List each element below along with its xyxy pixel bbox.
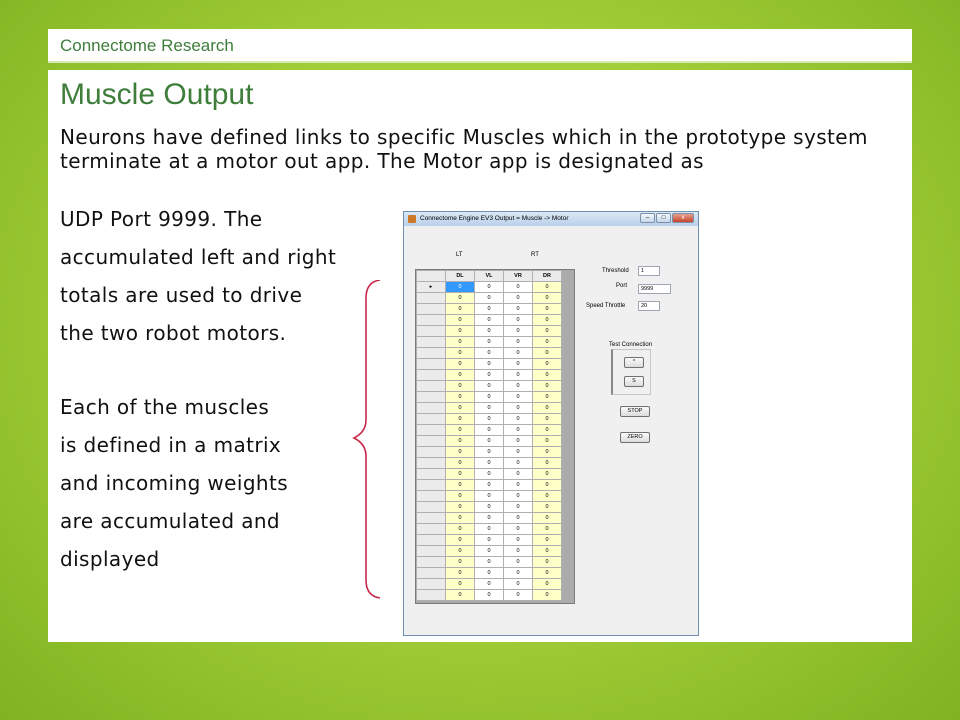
- grid-cell-dl[interactable]: 0: [446, 381, 475, 392]
- grid-cell-dl[interactable]: 0: [446, 293, 475, 304]
- grid-cell-dr[interactable]: 0: [533, 315, 562, 326]
- text-line: the two robot motors.: [60, 321, 287, 345]
- row-header[interactable]: [417, 425, 446, 436]
- grid-cell-dr[interactable]: 0: [533, 436, 562, 447]
- grid-cell-dr[interactable]: 0: [533, 447, 562, 458]
- table-row[interactable]: [417, 403, 562, 414]
- grid-cell-dr[interactable]: 0: [533, 337, 562, 348]
- grid-cell-vr[interactable]: 0: [504, 304, 533, 315]
- grid-cell-dl[interactable]: 0: [446, 546, 475, 557]
- grid-cell-vr[interactable]: 0: [504, 557, 533, 568]
- maximize-button[interactable]: □: [656, 213, 671, 223]
- grid-cell-dr[interactable]: 0: [533, 304, 562, 315]
- curly-bracket: [350, 280, 384, 600]
- text-line: is defined in a matrix: [60, 433, 282, 457]
- grid-cell-vl[interactable]: 0: [475, 546, 504, 557]
- table-row[interactable]: [417, 491, 562, 502]
- muscle-matrix-grid[interactable]: [415, 269, 575, 604]
- row-header[interactable]: [417, 524, 446, 535]
- grid-cell-dl[interactable]: 0: [446, 326, 475, 337]
- grid-cell-dl[interactable]: 0: [446, 359, 475, 370]
- grid-cell-vl[interactable]: 0: [475, 513, 504, 524]
- table-row[interactable]: [417, 381, 562, 392]
- table-row[interactable]: [417, 348, 562, 359]
- grid-cell-dr[interactable]: 0: [533, 370, 562, 381]
- table-row[interactable]: [417, 590, 562, 601]
- grid-cell-dl[interactable]: 0: [446, 513, 475, 524]
- grid-cell-dl[interactable]: 0: [446, 348, 475, 359]
- grid-cell-dr[interactable]: 0: [533, 403, 562, 414]
- grid-cell-dl[interactable]: 0: [446, 282, 475, 293]
- grid-cell-dr[interactable]: 0: [533, 557, 562, 568]
- stop-button[interactable]: STOP: [620, 406, 650, 417]
- row-header[interactable]: [417, 502, 446, 513]
- paragraph-udp: [60, 200, 380, 352]
- grid-cell-vr[interactable]: 0: [504, 282, 533, 293]
- rt-label: RT: [531, 252, 539, 258]
- grid-cell-vr[interactable]: 0: [504, 590, 533, 601]
- column-header-dl[interactable]: DL: [446, 271, 475, 282]
- grid-cell-vl[interactable]: 0: [475, 579, 504, 590]
- row-header[interactable]: [417, 491, 446, 502]
- row-header[interactable]: [417, 480, 446, 491]
- row-header[interactable]: ▸: [417, 282, 446, 293]
- grid-cell-dl[interactable]: 0: [446, 337, 475, 348]
- grid-cell-dr[interactable]: 0: [533, 491, 562, 502]
- grid-cell-dr[interactable]: 0: [533, 502, 562, 513]
- port-label: Port: [616, 283, 628, 289]
- grid-cell-dr[interactable]: 0: [533, 524, 562, 535]
- grid-cell-dl[interactable]: 0: [446, 392, 475, 403]
- test-connection-label: Test Connection: [609, 342, 653, 348]
- text-line: and incoming weights: [60, 471, 289, 495]
- column-header-vl[interactable]: VL: [475, 271, 504, 282]
- grid-cell-vl[interactable]: 0: [475, 337, 504, 348]
- grid-cell-vr[interactable]: 0: [504, 381, 533, 392]
- table-row[interactable]: [417, 414, 562, 425]
- row-header[interactable]: [417, 458, 446, 469]
- grid-cell-vr[interactable]: 0: [504, 436, 533, 447]
- grid-cell-vl[interactable]: 0: [475, 557, 504, 568]
- grid-cell-vr[interactable]: 0: [504, 469, 533, 480]
- table-row[interactable]: [417, 579, 562, 590]
- table-row[interactable]: [417, 480, 562, 491]
- row-header[interactable]: [417, 579, 446, 590]
- grid-cell-vr[interactable]: 0: [504, 414, 533, 425]
- grid-cell-dl[interactable]: 0: [446, 491, 475, 502]
- table-row[interactable]: [417, 315, 562, 326]
- row-header[interactable]: [417, 337, 446, 348]
- table-row[interactable]: [417, 425, 562, 436]
- row-header[interactable]: [417, 326, 446, 337]
- row-header[interactable]: [417, 381, 446, 392]
- grid-cell-dr[interactable]: 0: [533, 414, 562, 425]
- grid-cell-vr[interactable]: 0: [504, 513, 533, 524]
- grid-cell-dl[interactable]: 0: [446, 425, 475, 436]
- app-icon: [408, 215, 416, 223]
- row-header[interactable]: [417, 568, 446, 579]
- row-header[interactable]: [417, 513, 446, 524]
- row-header[interactable]: [417, 414, 446, 425]
- grid-cell-vr[interactable]: 0: [504, 403, 533, 414]
- grid-cell-vl[interactable]: 0: [475, 568, 504, 579]
- table-row[interactable]: [417, 370, 562, 381]
- threshold-label: Threshold: [602, 268, 629, 274]
- table-row[interactable]: [417, 458, 562, 469]
- table-row[interactable]: [417, 359, 562, 370]
- table-row[interactable]: [417, 524, 562, 535]
- grid-cell-vl[interactable]: 0: [475, 491, 504, 502]
- grid-cell-dr[interactable]: 0: [533, 458, 562, 469]
- grid-cell-vl[interactable]: 0: [475, 502, 504, 513]
- grid-cell-dr[interactable]: 0: [533, 535, 562, 546]
- grid-cell-vr[interactable]: 0: [504, 293, 533, 304]
- grid-cell-dr[interactable]: 0: [533, 568, 562, 579]
- grid-cell-dl[interactable]: 0: [446, 480, 475, 491]
- grid-cell-dr[interactable]: 0: [533, 513, 562, 524]
- grid-cell-vl[interactable]: 0: [475, 535, 504, 546]
- table-row[interactable]: [417, 469, 562, 480]
- grid-cell-dl[interactable]: 0: [446, 557, 475, 568]
- grid-cell-vl[interactable]: 0: [475, 480, 504, 491]
- grid-cell-vr[interactable]: 0: [504, 458, 533, 469]
- grid-cell-dl[interactable]: 0: [446, 370, 475, 381]
- grid-cell-vr[interactable]: 0: [504, 568, 533, 579]
- header-title: Connectome Research: [60, 36, 234, 55]
- table-row[interactable]: [417, 282, 562, 293]
- row-header[interactable]: [417, 535, 446, 546]
- grid-cell-vr[interactable]: 0: [504, 447, 533, 458]
- muscle-table: [416, 270, 562, 601]
- grid-cell-dl[interactable]: 0: [446, 469, 475, 480]
- table-row[interactable]: [417, 326, 562, 337]
- text-line: totals are used to drive: [60, 283, 303, 307]
- table-row[interactable]: [417, 304, 562, 315]
- threshold-input[interactable]: 1: [638, 266, 660, 276]
- grid-cell-vl[interactable]: 0: [475, 425, 504, 436]
- row-header[interactable]: [417, 392, 446, 403]
- row-header[interactable]: [417, 590, 446, 601]
- port-input[interactable]: 9999: [638, 284, 671, 294]
- grid-cell-vr[interactable]: 0: [504, 392, 533, 403]
- grid-cell-vr[interactable]: 0: [504, 524, 533, 535]
- grid-cell-dr[interactable]: 0: [533, 282, 562, 293]
- grid-cell-vl[interactable]: 0: [475, 458, 504, 469]
- table-row[interactable]: [417, 392, 562, 403]
- table-row[interactable]: [417, 513, 562, 524]
- window-titlebar: [404, 212, 698, 226]
- grid-cell-dr[interactable]: 0: [533, 293, 562, 304]
- row-header[interactable]: [417, 348, 446, 359]
- grid-cell-dl[interactable]: 0: [446, 436, 475, 447]
- text-line: displayed: [60, 547, 160, 571]
- grid-cell-vl[interactable]: 0: [475, 403, 504, 414]
- grid-cell-vr[interactable]: 0: [504, 491, 533, 502]
- s-button[interactable]: S: [624, 376, 644, 387]
- grid-cell-dr[interactable]: 0: [533, 546, 562, 557]
- grid-cell-vl[interactable]: 0: [475, 414, 504, 425]
- grid-cell-vr[interactable]: 0: [504, 348, 533, 359]
- slide-header: [48, 29, 912, 63]
- grid-cell-vl[interactable]: 0: [475, 381, 504, 392]
- grid-cell-dr[interactable]: 0: [533, 381, 562, 392]
- grid-cell-dr[interactable]: 0: [533, 425, 562, 436]
- text-line: accumulated left and right: [60, 245, 337, 269]
- grid-cell-vl[interactable]: 0: [475, 469, 504, 480]
- grid-cell-dr[interactable]: 0: [533, 480, 562, 491]
- grid-cell-vl[interactable]: 0: [475, 392, 504, 403]
- table-row[interactable]: [417, 546, 562, 557]
- text-line: Each of the muscles: [60, 395, 270, 419]
- table-row[interactable]: [417, 293, 562, 304]
- grid-cell-dr[interactable]: 0: [533, 359, 562, 370]
- row-header-corner: [417, 271, 446, 282]
- grid-cell-vr[interactable]: 0: [504, 546, 533, 557]
- grid-cell-vr[interactable]: 0: [504, 359, 533, 370]
- grid-cell-vr[interactable]: 0: [504, 315, 533, 326]
- grid-cell-vl[interactable]: 0: [475, 436, 504, 447]
- grid-cell-vr[interactable]: 0: [504, 579, 533, 590]
- speed-throttle-label: Speed Throttle: [586, 303, 626, 309]
- text-line: UDP Port 9999. The: [60, 207, 263, 231]
- grid-cell-dl[interactable]: 0: [446, 458, 475, 469]
- grid-cell-vl[interactable]: 0: [475, 304, 504, 315]
- row-header[interactable]: [417, 469, 446, 480]
- table-row[interactable]: [417, 502, 562, 513]
- row-header[interactable]: [417, 315, 446, 326]
- grid-cell-vl[interactable]: 0: [475, 326, 504, 337]
- grid-cell-dl[interactable]: 0: [446, 535, 475, 546]
- grid-cell-dr[interactable]: 0: [533, 326, 562, 337]
- grid-cell-dl[interactable]: 0: [446, 447, 475, 458]
- row-header[interactable]: [417, 557, 446, 568]
- zero-button[interactable]: ZERO: [620, 432, 650, 443]
- grid-cell-dl[interactable]: 0: [446, 579, 475, 590]
- grid-cell-dl[interactable]: 0: [446, 403, 475, 414]
- grid-cell-dl[interactable]: 0: [446, 524, 475, 535]
- grid-cell-vl[interactable]: 0: [475, 348, 504, 359]
- column-header-dr[interactable]: DR: [533, 271, 562, 282]
- row-header[interactable]: [417, 304, 446, 315]
- grid-cell-vl[interactable]: 0: [475, 293, 504, 304]
- table-row[interactable]: [417, 557, 562, 568]
- paragraph-muscles: [60, 388, 380, 578]
- table-row[interactable]: [417, 568, 562, 579]
- text-line: are accumulated and: [60, 509, 281, 533]
- paragraph-intro: Neurons have defined links to specific Muscles which in the prototype system terminate at a motor out app. The Motor app is designated as: [60, 125, 868, 173]
- column-header-vr[interactable]: VR: [504, 271, 533, 282]
- row-header[interactable]: [417, 403, 446, 414]
- test-connection-group: [611, 349, 651, 395]
- table-row[interactable]: [417, 337, 562, 348]
- grid-cell-dl[interactable]: 0: [446, 568, 475, 579]
- row-header[interactable]: [417, 447, 446, 458]
- grid-cell-vl[interactable]: 0: [475, 524, 504, 535]
- minimize-button[interactable]: –: [640, 213, 655, 223]
- row-header[interactable]: [417, 546, 446, 557]
- grid-cell-dr[interactable]: 0: [533, 590, 562, 601]
- grid-cell-vr[interactable]: 0: [504, 425, 533, 436]
- grid-cell-vr[interactable]: 0: [504, 326, 533, 337]
- table-row[interactable]: [417, 436, 562, 447]
- grid-cell-dr[interactable]: 0: [533, 579, 562, 590]
- up-button[interactable]: ^: [624, 357, 644, 368]
- grid-cell-vr[interactable]: 0: [504, 337, 533, 348]
- speed-throttle-input[interactable]: 20: [638, 301, 660, 311]
- grid-cell-vl[interactable]: 0: [475, 359, 504, 370]
- grid-cell-dr[interactable]: 0: [533, 348, 562, 359]
- grid-cell-dr[interactable]: 0: [533, 469, 562, 480]
- grid-cell-vr[interactable]: 0: [504, 535, 533, 546]
- table-row[interactable]: [417, 447, 562, 458]
- row-header[interactable]: [417, 436, 446, 447]
- row-header[interactable]: [417, 359, 446, 370]
- grid-cell-vl[interactable]: 0: [475, 447, 504, 458]
- grid-cell-dr[interactable]: 0: [533, 392, 562, 403]
- row-header[interactable]: [417, 370, 446, 381]
- grid-cell-vr[interactable]: 0: [504, 480, 533, 491]
- grid-cell-vl[interactable]: 0: [475, 590, 504, 601]
- slide-title: Muscle Output: [60, 78, 254, 111]
- grid-cell-vl[interactable]: 0: [475, 370, 504, 381]
- grid-cell-dl[interactable]: 0: [446, 502, 475, 513]
- grid-cell-vr[interactable]: 0: [504, 502, 533, 513]
- grid-cell-dl[interactable]: 0: [446, 304, 475, 315]
- motor-app-window: [403, 211, 699, 636]
- grid-cell-dl[interactable]: 0: [446, 590, 475, 601]
- grid-cell-dl[interactable]: 0: [446, 315, 475, 326]
- window-title: Connectome Engine EV3 Output = Muscle -> Motor: [420, 215, 569, 222]
- lt-label: LT: [456, 252, 463, 258]
- table-row[interactable]: [417, 535, 562, 546]
- grid-cell-vr[interactable]: 0: [504, 370, 533, 381]
- grid-cell-vl[interactable]: 0: [475, 282, 504, 293]
- grid-cell-vl[interactable]: 0: [475, 315, 504, 326]
- grid-cell-dl[interactable]: 0: [446, 414, 475, 425]
- close-button[interactable]: x: [672, 213, 694, 223]
- row-header[interactable]: [417, 293, 446, 304]
